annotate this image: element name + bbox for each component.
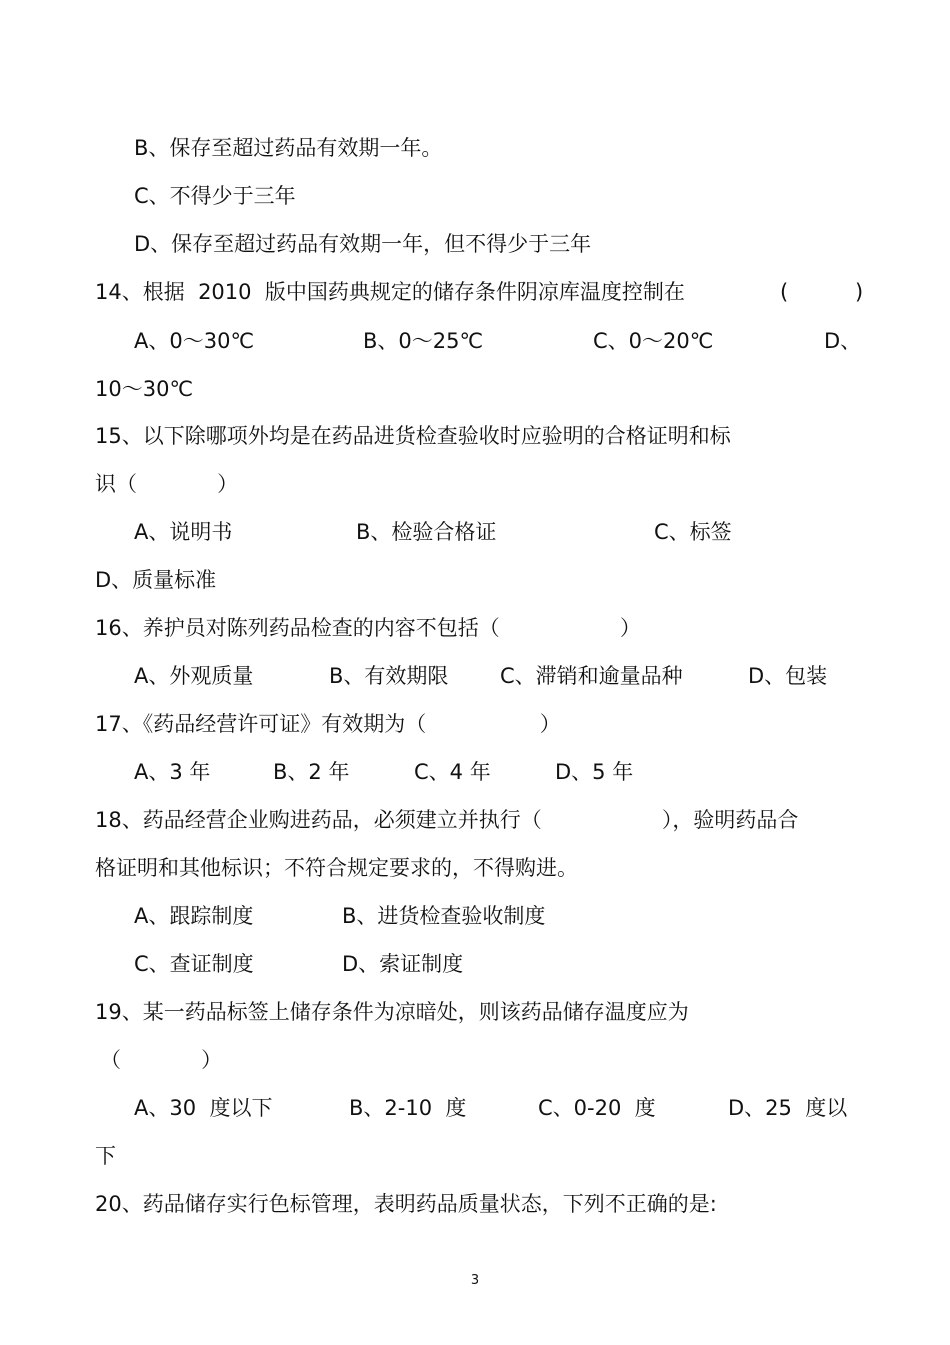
q14-stem: 14、根据 2010 版中国药典规定的储存条件阴凉库温度控制在: [95, 280, 685, 304]
q14-option-d-cont: 10～30℃: [95, 377, 194, 401]
q18-option-d: D、索证制度: [342, 952, 464, 976]
q13-option-d: D、保存至超过药品有效期一年，但不得少于三年: [134, 232, 592, 256]
q15-stem-cont: 识（ ）: [95, 472, 239, 496]
q17-stem: 17、《药品经营许可证》有效期为（ ）: [95, 712, 561, 736]
q19-stem: 19、某一药品标签上储存条件为凉暗处，则该药品储存温度应为: [95, 1000, 689, 1024]
q16-stem: 16、养护员对陈列药品检查的内容不包括（ ）: [95, 616, 641, 640]
q14-option-d: D、: [824, 329, 862, 353]
q19-option-b: B、2-10 度: [349, 1096, 467, 1120]
q17-option-a: A、3 年: [134, 760, 211, 784]
q15-option-a: A、说明书: [134, 520, 233, 544]
q15-option-c: C、标签: [654, 520, 732, 544]
q18-stem: 18、药品经营企业购进药品，必须建立并执行（ ），验明药品合: [95, 808, 799, 832]
q15-stem: 15、以下除哪项外均是在药品进货检查验收时应验明的合格证明和标: [95, 424, 731, 448]
q16-option-d: D、包装: [748, 664, 828, 688]
q16-option-b: B、有效期限: [329, 664, 449, 688]
q14-option-b: B、0～25℃: [363, 329, 484, 353]
q18-option-b: B、进货检查验收制度: [342, 904, 546, 928]
q14-option-c: C、0～20℃: [593, 329, 714, 353]
q19-option-d: D、25 度以: [728, 1096, 848, 1120]
q15-option-d: D、质量标准: [95, 568, 217, 592]
q18-option-a: A、跟踪制度: [134, 904, 254, 928]
q19-answer-paren: （ ）: [100, 1048, 223, 1072]
q15-option-b: B、检验合格证: [356, 520, 497, 544]
q13-option-c: C、不得少于三年: [134, 184, 296, 208]
q19-option-c: C、0-20 度: [538, 1096, 656, 1120]
q18-stem-cont: 格证明和其他标识；不符合规定要求的，不得购进。: [95, 856, 578, 880]
q18-option-c: C、查证制度: [134, 952, 254, 976]
q16-option-a: A、外观质量: [134, 664, 254, 688]
page-number: 3: [470, 1273, 480, 1288]
q16-option-c: C、滞销和逾量品种: [500, 664, 683, 688]
q17-option-b: B、2 年: [273, 760, 350, 784]
q17-option-c: C、4 年: [414, 760, 491, 784]
q19-option-a: A、30 度以下: [134, 1096, 273, 1120]
q14-answer-paren: ( ): [780, 280, 864, 304]
q20-stem: 20、药品储存实行色标管理，表明药品质量状态，下列不正确的是:: [95, 1192, 717, 1216]
q14-option-a: A、0～30℃: [134, 329, 255, 353]
q13-option-b: B、保存至超过药品有效期一年。: [134, 136, 443, 160]
q19-option-d-cont: 下: [95, 1144, 116, 1168]
q17-option-d: D、5 年: [555, 760, 634, 784]
